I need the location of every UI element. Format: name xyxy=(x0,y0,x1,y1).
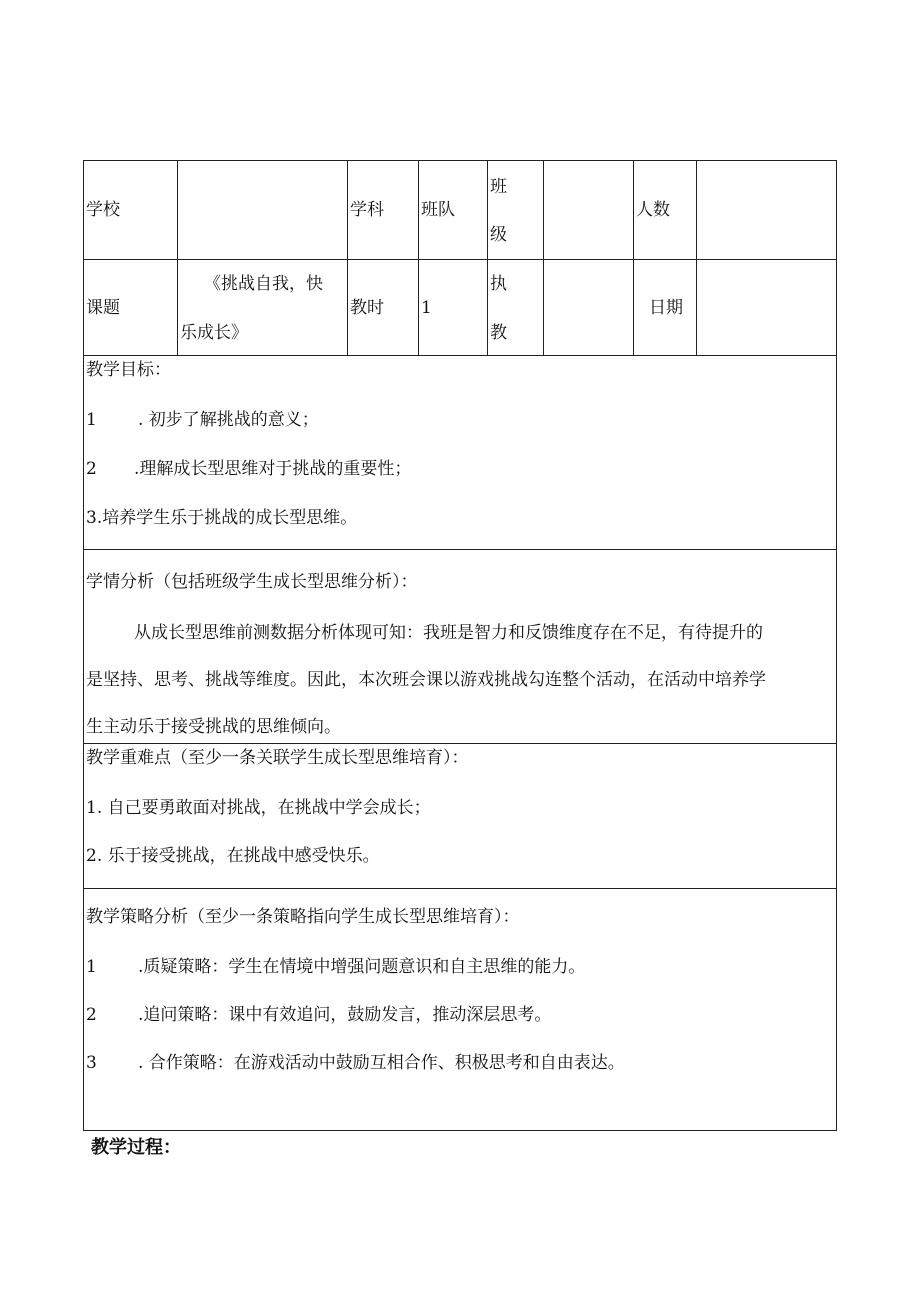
border xyxy=(487,160,488,356)
strategy-text: .追问策略：课中有效追问，鼓励发言，推动深层思考。 xyxy=(138,1005,552,1025)
analysis-line: 是坚持、思考、挑战等维度。因此，本次班会课以游戏挑战勾连整个活动，在活动中培养学 xyxy=(86,670,766,690)
subject-label: 学科 xyxy=(350,200,384,220)
border xyxy=(83,1130,837,1131)
keypoints-title: 教学重难点（至少一条关联学生成长型思维培育）： xyxy=(86,748,469,768)
strategy-text: . 合作策略：在游戏活动中鼓励互相合作、积极思考和自由表达。 xyxy=(138,1053,625,1073)
school-label: 学校 xyxy=(86,200,120,220)
border xyxy=(83,743,837,744)
border xyxy=(543,160,544,356)
hours-value: 1 xyxy=(421,298,432,318)
border xyxy=(83,160,84,1131)
strategy-text: .质疑策略：学生在情境中增强问题意识和自主思维的能力。 xyxy=(138,957,586,977)
border xyxy=(696,160,697,356)
goal-number: 1 xyxy=(86,410,97,430)
analysis-line: 从成长型思维前测数据分析体现可知：我班是智力和反馈维度存在不足，有待提升的 xyxy=(134,623,763,643)
keypoint-item: 1. 自己要勇敢面对挑战，在挑战中学会成长； xyxy=(86,798,431,818)
border xyxy=(83,888,837,889)
border xyxy=(347,160,348,356)
goal-number: 2 xyxy=(86,459,97,479)
strategy-number: 3 xyxy=(86,1053,97,1073)
goal-text: 3.培养学生乐于挑战的成长型思维。 xyxy=(86,508,358,528)
teacher-label-bottom: 教 xyxy=(490,323,507,343)
border xyxy=(177,160,178,356)
border xyxy=(83,259,837,260)
analysis-title: 学情分析（包括班级学生成长型思维分析）： xyxy=(86,572,418,592)
border xyxy=(83,549,837,550)
count-label: 人数 xyxy=(636,200,670,220)
keypoint-item: 2. 乐于接受挑战，在挑战中感受快乐。 xyxy=(86,846,380,866)
border xyxy=(83,160,837,161)
analysis-line: 生主动乐于接受挑战的思维倾向。 xyxy=(86,717,341,737)
border xyxy=(83,355,837,356)
topic-line-1: 《挑战自我，快 xyxy=(204,274,323,294)
strategy-number: 2 xyxy=(86,1005,97,1025)
goals-title: 教学目标： xyxy=(86,360,171,380)
goal-text: . 初步了解挑战的意义； xyxy=(138,410,319,430)
strategy-number: 1 xyxy=(86,957,97,977)
hours-label: 教时 xyxy=(350,298,384,318)
subject-value: 班队 xyxy=(421,200,455,220)
topic-line-2: 乐成长》 xyxy=(180,323,248,343)
strategy-title: 教学策略分析（至少一条策略指向学生成长型思维培育）： xyxy=(86,907,520,927)
class-label-top: 班 xyxy=(490,177,507,197)
topic-label: 课题 xyxy=(86,298,120,318)
class-label-bottom: 级 xyxy=(490,225,507,245)
border xyxy=(836,160,837,1131)
date-label: 日期 xyxy=(649,298,683,318)
border xyxy=(633,160,634,356)
goal-text: .理解成长型思维对于挑战的重要性； xyxy=(134,459,412,479)
process-title: 教学过程： xyxy=(91,1137,181,1158)
teacher-label-top: 执 xyxy=(490,274,507,294)
border xyxy=(418,160,419,356)
